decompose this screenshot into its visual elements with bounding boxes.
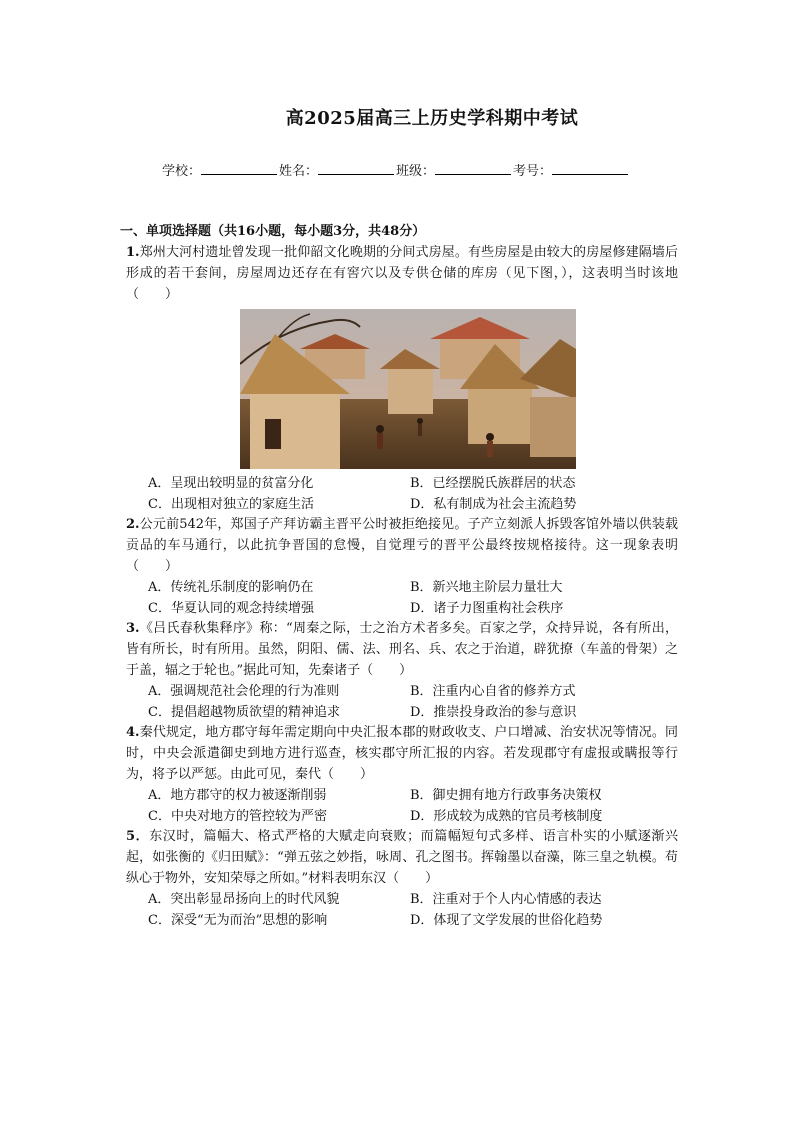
question-stem — [126, 826, 678, 889]
question-number: 1. — [126, 245, 140, 260]
option-d[interactable]: D．体现了文学发展的世俗化趋势 — [410, 913, 603, 928]
option-c[interactable]: C．中央对地方的管控较为严密 — [148, 809, 327, 824]
option-a[interactable]: A．传统礼乐制度的影响仍在 — [148, 580, 314, 595]
question-stem — [126, 722, 678, 785]
question-stem — [126, 514, 678, 577]
option-d[interactable]: D．私有制成为社会主流趋势 — [410, 497, 577, 512]
option-c[interactable]: C．华夏认同的观念持续增强 — [148, 601, 314, 616]
question-text: 郑州大河村遗址曾发现一批仰韶文化晚期的分间式房屋。有些房屋是由较大的房屋修建隔墙后形成的若干套间，房屋周边还存在有窖穴以及专供仓储的库房（见下图，），这表明当时该地（ ） — [126, 245, 678, 302]
name-label: 姓名： — [279, 164, 319, 179]
question-number: 5． — [126, 829, 150, 844]
question-4 — [126, 722, 678, 827]
options — [148, 681, 678, 723]
question-number: 2. — [126, 517, 140, 532]
question-number: 4. — [126, 725, 140, 740]
question-text: 《吕氏春秋集释序》称：“周秦之际，士之治方术者多矣。百家之学，众持异说，各有所出，皆有所长，时有所用。虽然，阴阳、儒、法、刑名、兵、农之于治道，辟犹撩（车盖的骨架）之于盖，辐之于轮也。”据此可知，先秦诸子（ ） — [126, 621, 678, 678]
option-b[interactable]: B．注重内心自省的修养方式 — [410, 684, 576, 699]
option-d[interactable]: D．推崇投身政治的参与意识 — [410, 705, 577, 720]
option-b[interactable]: B．已经摆脱氏族群居的状态 — [410, 476, 576, 491]
option-b[interactable]: B．注重对于个人内心情感的表达 — [410, 892, 602, 907]
question-text: 东汉时，篇幅大、格式严格的大赋走向衰败；而篇幅短句式多样、语言朴实的小赋逐渐兴起，如张衡的《归田赋》：“弹五弦之妙指，咏周、孔之图书。挥翰墨以奋藻，陈三皇之轨模。苟纵心于物外，安知荣辱之所如。”材料表明东汉（ ） — [126, 829, 678, 886]
question-text: 公元前542年，郑国子产拜访霸主晋平公时被拒绝接见。子产立刻派人拆毁客馆外墙以供装载贡品的车马通行，以此抗争晋国的怠慢，自觉理亏的晋平公最终按规格接待。这一现象表明（ ） — [126, 517, 678, 574]
village-illustration — [240, 309, 576, 469]
question-stem — [126, 618, 678, 681]
options — [148, 785, 678, 827]
question-1 — [126, 242, 678, 515]
school-label: 学校： — [162, 164, 202, 179]
name-blank — [318, 162, 394, 175]
question-2 — [126, 514, 678, 619]
exam-number-blank — [552, 162, 628, 175]
option-d[interactable]: D．形成较为成熟的官员考核制度 — [410, 809, 603, 824]
question-text: 秦代规定，地方郡守每年需定期向中央汇报本郡的财政收支、户口增减、治安状况等情况。同时，中央会派遣御史到地方进行巡查，核实郡守所汇报的内容。若发现郡守有虚报或瞒报等行为，将予以严惩。由此可见，秦代（ ） — [126, 725, 678, 782]
question-stem — [126, 242, 678, 305]
student-info-line — [162, 160, 630, 179]
school-blank — [201, 162, 277, 175]
option-b[interactable]: B．新兴地主阶层力量壮大 — [410, 580, 563, 595]
option-c[interactable]: C．提倡超越物质欲望的精神追求 — [148, 705, 340, 720]
question-3 — [126, 618, 678, 723]
class-label: 班级： — [396, 164, 436, 179]
option-a[interactable]: A．强调规范社会伦理的行为准则 — [148, 684, 340, 699]
option-c[interactable]: C．深受“无为而治”思想的影响 — [148, 913, 328, 928]
question-5 — [126, 826, 678, 931]
exam-title: 高2025届高三上历史学科期中考试 — [285, 108, 579, 129]
option-a[interactable]: A．地方郡守的权力被逐渐削弱 — [148, 788, 327, 803]
class-blank — [435, 162, 511, 175]
options — [148, 577, 678, 619]
options — [148, 473, 678, 515]
question-number: 3. — [126, 621, 140, 636]
option-a[interactable]: A．突出彰显昂扬向上的时代风貌 — [148, 892, 340, 907]
section-heading: 一、单项选择题（共16小题，每小题3分，共48分） — [120, 224, 426, 239]
option-c[interactable]: C．出现相对独立的家庭生活 — [148, 497, 314, 512]
exam-number-label: 考号： — [513, 164, 553, 179]
option-b[interactable]: B．御史拥有地方行政事务决策权 — [410, 788, 602, 803]
options — [148, 889, 678, 931]
option-a[interactable]: A．呈现出较明显的贫富分化 — [148, 476, 314, 491]
option-d[interactable]: D．诸子力图重构社会秩序 — [410, 601, 564, 616]
